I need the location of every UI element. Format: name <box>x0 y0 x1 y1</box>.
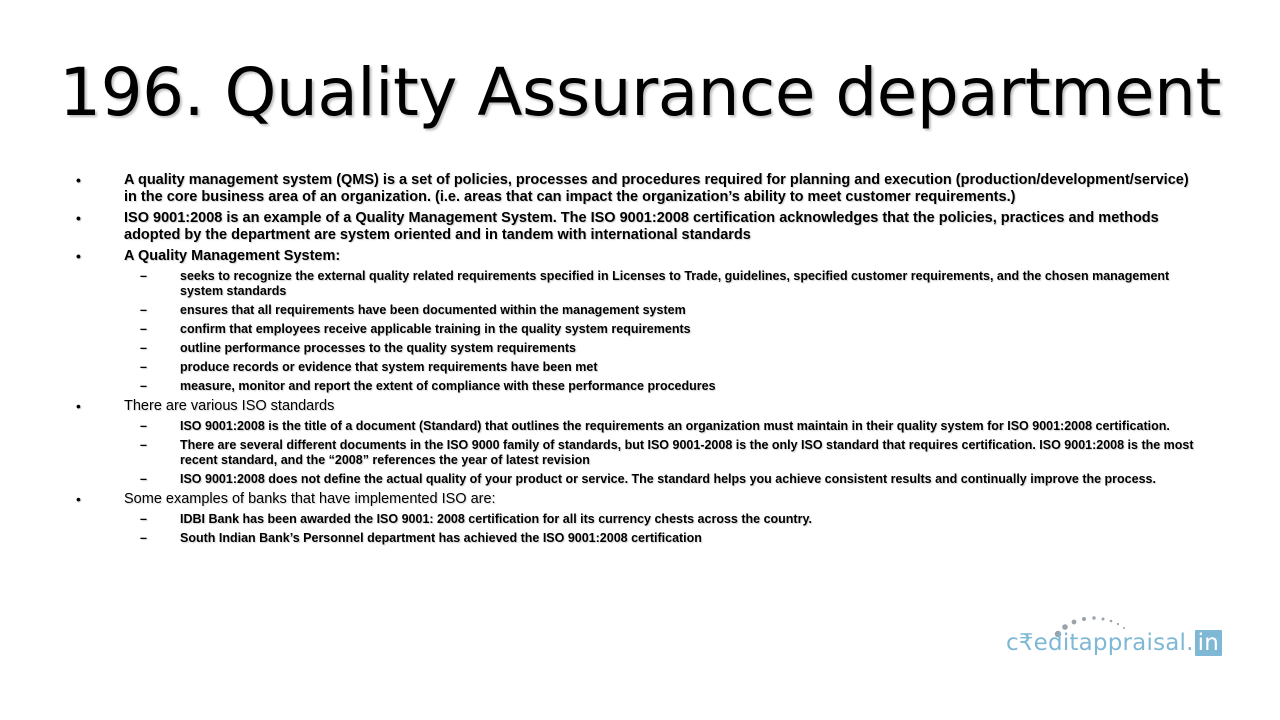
logo-dot <box>1092 616 1095 619</box>
sub-bullet-text: confirm that employees receive applicable training in the quality system requirements <box>180 322 691 336</box>
dash-marker: – <box>140 322 147 336</box>
sub-bullet-text: IDBI Bank has been awarded the ISO 9001: 2008 certification for all its currency chests across the country. <box>180 512 812 526</box>
sub-bullet-item <box>76 379 1200 394</box>
sub-bullet-item <box>76 419 1200 434</box>
logo-dot <box>1110 620 1113 623</box>
slide-title: 196. Quality Assurance department <box>59 54 1221 131</box>
dash-marker: – <box>140 512 147 526</box>
bullet-text: A quality management system (QMS) is a set of policies, processes and procedures required for planning and execution (production/development/service) in the core business area of an organization. (i.e. areas that can impact the organization’s ability to meet customer requirements.) <box>124 172 1189 205</box>
sub-bullet-text: produce records or evidence that system requirements have been met <box>180 360 598 374</box>
dash-marker: – <box>140 472 147 486</box>
logo-dot <box>1062 624 1068 630</box>
logo-wordmark <box>1006 630 1222 656</box>
creditappraisal-logo <box>1002 606 1220 666</box>
sub-bullet-text: There are several different documents in the ISO 9000 family of standards, but ISO 9001-2008 is the only ISO standard that requires certification. ISO 9001:2008 is the most recent standard, and the “2008” references the year of latest revision <box>180 438 1194 467</box>
bullet-item <box>76 172 1200 206</box>
sub-bullet-item <box>76 269 1200 299</box>
sub-bullet-item <box>76 322 1200 337</box>
sub-bullet-item <box>76 341 1200 356</box>
sub-bullet-item <box>76 512 1200 527</box>
bullet-text: Some examples of banks that have implemented ISO are: <box>124 491 496 507</box>
sub-bullet-text: ISO 9001:2008 is the title of a document (Standard) that outlines the requirements an organization must maintain in their quality system for ISO 9001:2008 certification. <box>180 419 1170 433</box>
bullet-text: There are various ISO standards <box>124 398 335 414</box>
bullet-marker: • <box>76 248 81 264</box>
bullet-marker: • <box>76 172 81 188</box>
sub-bullet-text: seeks to recognize the external quality related requirements specified in Licenses to Trade, guidelines, specified customer requirements, and the chosen management system standards <box>180 269 1170 298</box>
dash-marker: – <box>140 269 147 283</box>
sub-bullet-item <box>76 531 1200 546</box>
bullet-item <box>76 210 1200 244</box>
logo-dot <box>1117 623 1119 625</box>
logo-dot <box>1082 617 1086 621</box>
sub-bullet-item <box>76 472 1200 487</box>
dash-marker: – <box>140 303 147 317</box>
dash-marker: – <box>140 438 147 452</box>
bullet-marker: • <box>76 398 81 414</box>
bullet-item <box>76 398 1200 415</box>
dash-marker: – <box>140 341 147 355</box>
sub-bullet-item <box>76 303 1200 318</box>
bullet-list <box>76 172 1200 550</box>
dash-marker: – <box>140 419 147 433</box>
logo-dot <box>1072 620 1077 625</box>
sub-bullet-item <box>76 438 1200 468</box>
logo-text: c₹editappraisal. <box>1006 630 1194 656</box>
sub-bullet-text: outline performance processes to the quality system requirements <box>180 341 576 355</box>
dash-marker: – <box>140 531 147 545</box>
bullet-marker: • <box>76 491 81 507</box>
dash-marker: – <box>140 360 147 374</box>
bullet-item <box>76 491 1200 508</box>
sub-bullet-text: ISO 9001:2008 does not define the actual quality of your product or service. The standard helps you achieve consistent results and continually improve the process. <box>180 472 1156 486</box>
dash-marker: – <box>140 379 147 393</box>
bullet-item <box>76 248 1200 265</box>
sub-bullet-item <box>76 360 1200 375</box>
logo-badge: in <box>1195 630 1222 656</box>
sub-bullet-text: ensures that all requirements have been documented within the management system <box>180 303 686 317</box>
bullet-text: ISO 9001:2008 is an example of a Quality Management System. The ISO 9001:2008 certification acknowledges that the policies, practices and methods adopted by the department are system oriented and in tandem with international standards <box>124 210 1159 243</box>
logo-dot <box>1123 627 1125 629</box>
sub-bullet-text: measure, monitor and report the extent of compliance with these performance procedures <box>180 379 716 393</box>
bullet-marker: • <box>76 210 81 226</box>
bullet-text: A Quality Management System: <box>124 248 341 264</box>
sub-bullet-text: South Indian Bank’s Personnel department has achieved the ISO 9001:2008 certification <box>180 531 702 545</box>
logo-dot <box>1102 618 1105 621</box>
